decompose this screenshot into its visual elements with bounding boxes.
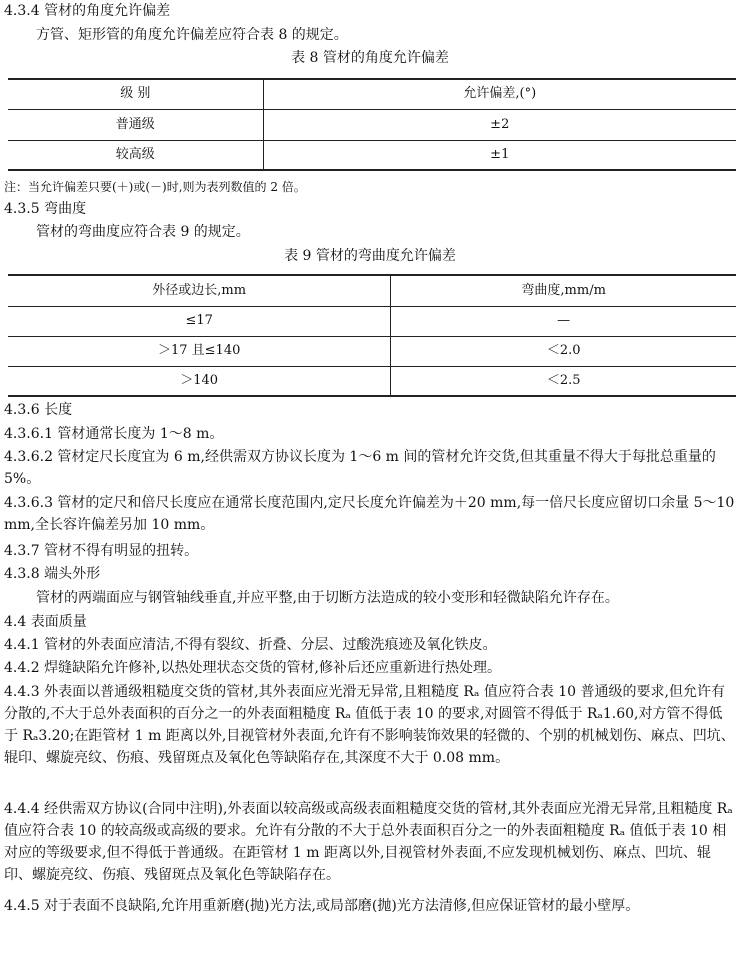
table-9 xyxy=(8,274,736,397)
paragraph: 4.4.1 管材的外表面应清洁,不得有裂纹、折叠、分层、过酸洗痕迹及氧化铁皮。 xyxy=(4,637,497,653)
table-cell: ＞140 xyxy=(8,366,391,396)
paragraph: 方管、矩形管的角度允许偏差应符合表 8 的规定。 xyxy=(36,27,348,43)
table-cell: ＞17 且≤140 xyxy=(8,336,391,366)
section-heading-4-3-6: 4.3.6 长度 xyxy=(4,402,73,418)
table-row xyxy=(8,336,736,366)
paragraph: 4.3.6.2 管材定尺长度宜为 6 m,经供需双方协议长度为 1～6 m 间的管材允许交货,但其重量不得大于每批总重量的 5%。 xyxy=(4,449,716,487)
table-row xyxy=(8,140,736,170)
table-cell: — xyxy=(391,306,736,336)
paragraph: 4.3.6.1 管材通常长度为 1～8 m。 xyxy=(4,426,224,442)
table-8 xyxy=(8,78,736,171)
paragraph: 4.4.2 焊缝缺陷允许修补,以热处理状态交货的管材,修补后还应重新进行热处理。 xyxy=(4,660,501,676)
paragraph: 4.3.7 管材不得有明显的扭转。 xyxy=(4,543,199,559)
section-heading-4-3-5: 4.3.5 弯曲度 xyxy=(4,201,87,217)
paragraph: 4.4.4 经供需双方协议(合同中注明),外表面以较高级或高级表面粗糙度交货的管材,其外表面应光滑无异常,且粗糙度 Rₐ 值应符合表 10 的较高级或高级的要求。允许有分散的不大于总外表面积百分之一的外表面粗糙度 Rₐ 值低于表 10 相对应的等级要求,但不得低于普通级。在距管材 1 m 距离以外,目视管材外表面,不应发现机械划伤、麻点、凹坑、辊印、螺旋亮纹、伤痕、残留斑点及氧化色等缺陷存在。 xyxy=(4,801,733,883)
paragraph: 管材的弯曲度应符合表 9 的规定。 xyxy=(36,224,250,240)
table-cell: ±2 xyxy=(263,109,736,140)
table-caption-9: 表 9 管材的弯曲度允许偏差 xyxy=(284,248,456,264)
section-heading-4-3-4: 4.3.4 管材的角度允许偏差 xyxy=(4,3,171,19)
table-header-cell: 外径或边长,mm xyxy=(8,275,391,306)
table-caption-8: 表 8 管材的角度允许偏差 xyxy=(291,50,449,66)
table-cell: ＜2.5 xyxy=(391,366,736,396)
table-note: 注：当允许偏差只要(＋)或(－)时,则为表列数值的 2 倍。 xyxy=(4,180,306,194)
table-cell: 普通级 xyxy=(8,109,263,140)
table-cell: ≤17 xyxy=(8,306,391,336)
section-heading-4-4: 4.4 表面质量 xyxy=(4,614,87,630)
section-heading-4-3-8: 4.3.8 端头外形 xyxy=(4,566,101,582)
paragraph: 4.3.6.3 管材的定尺和倍尺长度应在通常长度范围内,定尺长度允许偏差为＋20 mm,每一倍尺长度应留切口余量 5～10 mm,全长容许偏差另加 10 mm。 xyxy=(4,495,735,533)
paragraph: 管材的两端面应与钢管轴线垂直,并应平整,由于切断方法造成的较小变形和轻微缺陷允许存在。 xyxy=(36,590,619,606)
table-row xyxy=(8,306,736,336)
table-row xyxy=(8,109,736,140)
table-header-cell: 弯曲度,mm/m xyxy=(391,275,736,306)
paragraph: 4.4.5 对于表面不良缺陷,允许用重新磨(抛)光方法,或局部磨(抛)光方法清修,但应保证管材的最小壁厚。 xyxy=(4,898,640,914)
table-cell: 较高级 xyxy=(8,140,263,170)
table-cell: ±1 xyxy=(263,140,736,170)
table-row xyxy=(8,366,736,396)
table-cell: ＜2.0 xyxy=(391,336,736,366)
table-header-cell: 级 别 xyxy=(8,79,263,109)
paragraph: 4.4.3 外表面以普通级粗糙度交货的管材,其外表面应光滑无异常,且粗糙度 Rₐ 值应符合表 10 普通级的要求,但允许有分散的,不大于总外表面积的百分之一的外表面粗糙度 Rₐ 值低于表 10 的要求,对圆管不得低于 Rₐ1.60,对方管不得低于 Rₐ3.20;在距管材 1 m 距离以外,目视管材外表面,允许有不影响装饰效果的轻微的、个别的机械划伤、麻点、凹坑、辊印、螺旋亮纹、伤痕、残留斑点及氧化色等缺陷存在,其深度不大于 0.08 mm。 xyxy=(4,684,735,766)
table-header-cell: 允许偏差,(°) xyxy=(263,79,736,109)
